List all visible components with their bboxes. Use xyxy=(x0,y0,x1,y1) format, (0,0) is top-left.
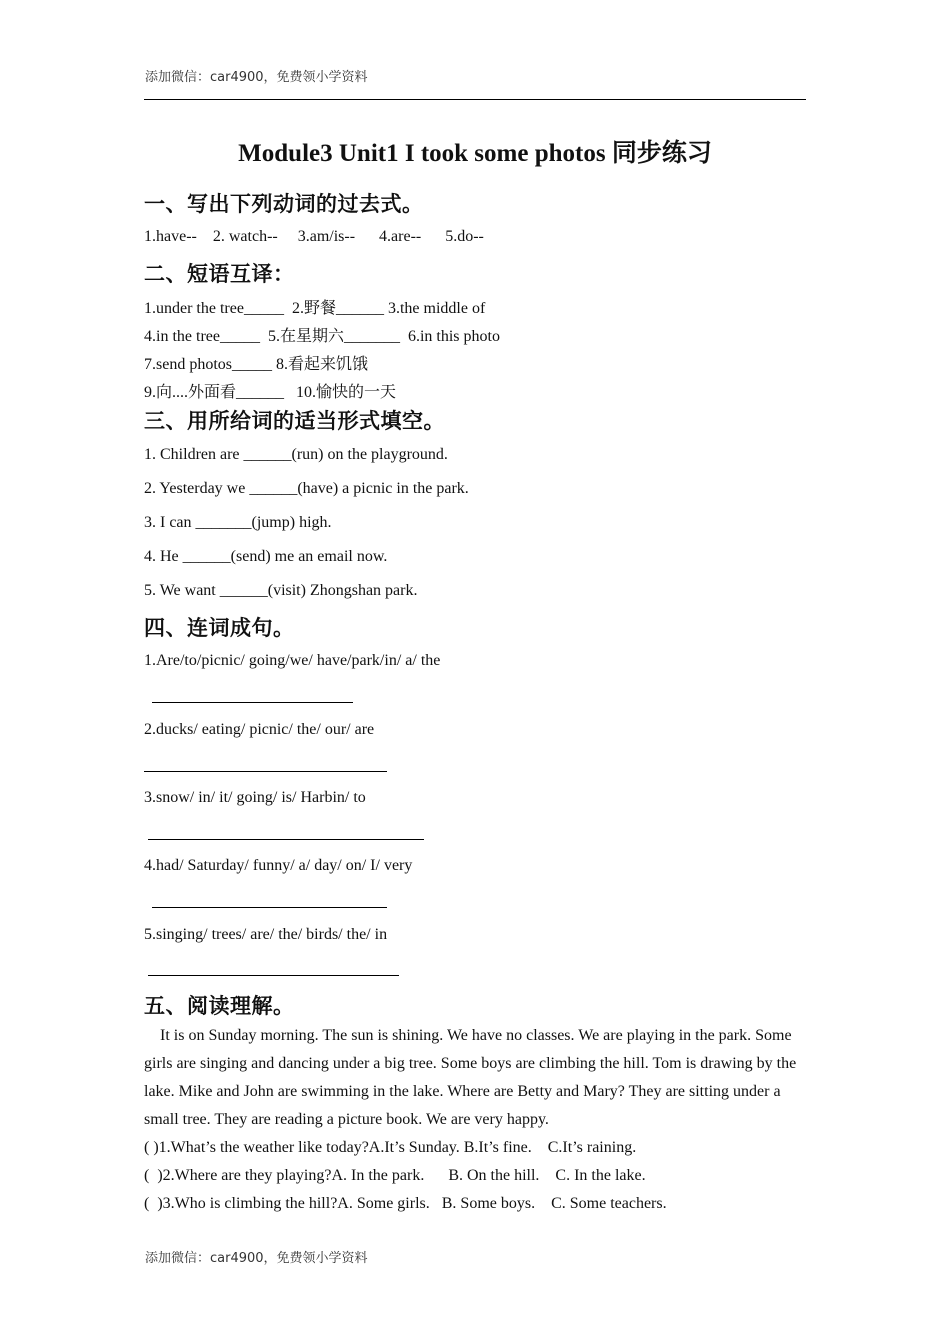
section-5-heading: 五、阅读理解。 xyxy=(144,994,295,1018)
section-4-item: 4.had/ Saturday/ funny/ a/ day/ on/ I/ very xyxy=(144,857,413,874)
reading-question: ( )2.Where are they playing?A. In the park. B. On the hill. C. In the lake. xyxy=(144,1167,646,1184)
section-2-line: 4.in the tree_____ 5.在星期六_______ 6.in this photo xyxy=(144,328,500,345)
section-2-line: 1.under the tree_____ 2.野餐______ 3.the middle of xyxy=(144,300,486,317)
header-divider xyxy=(144,99,806,100)
section-3-line: 5. We want ______(visit) Zhongshan park. xyxy=(144,582,418,599)
section-3-line: 3. I can _______(jump) high. xyxy=(144,514,332,531)
section-2-line: 7.send photos_____ 8.看起来饥饿 xyxy=(144,356,369,373)
section-4-item: 1.Are/to/picnic/ going/we/ have/park/in/ a/ the xyxy=(144,652,441,669)
section-1-heading: 一、写出下列动词的过去式。 xyxy=(144,192,424,216)
answer-line[interactable] xyxy=(148,839,424,840)
answer-line[interactable] xyxy=(148,975,399,976)
section-4-item: 3.snow/ in/ it/ going/ is/ Harbin/ to xyxy=(144,789,366,806)
section-3-line: 4. He ______(send) me an email now. xyxy=(144,548,388,565)
section-3-heading: 三、用所给词的适当形式填空。 xyxy=(144,409,445,433)
section-4-item: 5.singing/ trees/ are/ the/ birds/ the/ in xyxy=(144,926,388,943)
answer-line[interactable] xyxy=(152,907,387,908)
section-1-line: 1.have-- 2. watch-- 3.am/is-- 4.are-- 5.do-- xyxy=(144,228,484,245)
reading-question: ( )1.What’s the weather like today?A.It’s Sunday. B.It’s fine. C.It’s raining. xyxy=(144,1139,637,1156)
reading-question: ( )3.Who is climbing the hill?A. Some girls. B. Some boys. C. Some teachers. xyxy=(144,1195,667,1212)
answer-line[interactable] xyxy=(144,771,387,772)
section-3-line: 2. Yesterday we ______(have) a picnic in the park. xyxy=(144,480,469,497)
section-3-line: 1. Children are ______(run) on the playground. xyxy=(144,446,448,463)
section-4-item: 2.ducks/ eating/ picnic/ the/ our/ are xyxy=(144,721,375,738)
answer-line[interactable] xyxy=(152,702,353,703)
reading-passage: It is on Sunday morning. The sun is shining. We have no classes. We are playing in the park. Some girls are singing and dancing under a big tree. Some boys are climbing the hill. Tom is drawing by the lake. Mike and John are swimming in the lake. Where are Betty and Mary? They are sitting under a small tree. They are reading a picture book. We are very happy. xyxy=(144,1027,797,1128)
section-2-heading: 二、短语互译： xyxy=(144,262,295,286)
header-note: 添加微信：car4900，免费领小学资料 xyxy=(145,70,368,85)
footer-note: 添加微信：car4900，免费领小学资料 xyxy=(145,1251,368,1266)
page-title: Module3 Unit1 I took some photos 同步练习 xyxy=(238,140,712,167)
section-2-line: 9.向....外面看______ 10.愉快的一天 xyxy=(144,384,397,401)
section-4-heading: 四、连词成句。 xyxy=(144,616,295,640)
